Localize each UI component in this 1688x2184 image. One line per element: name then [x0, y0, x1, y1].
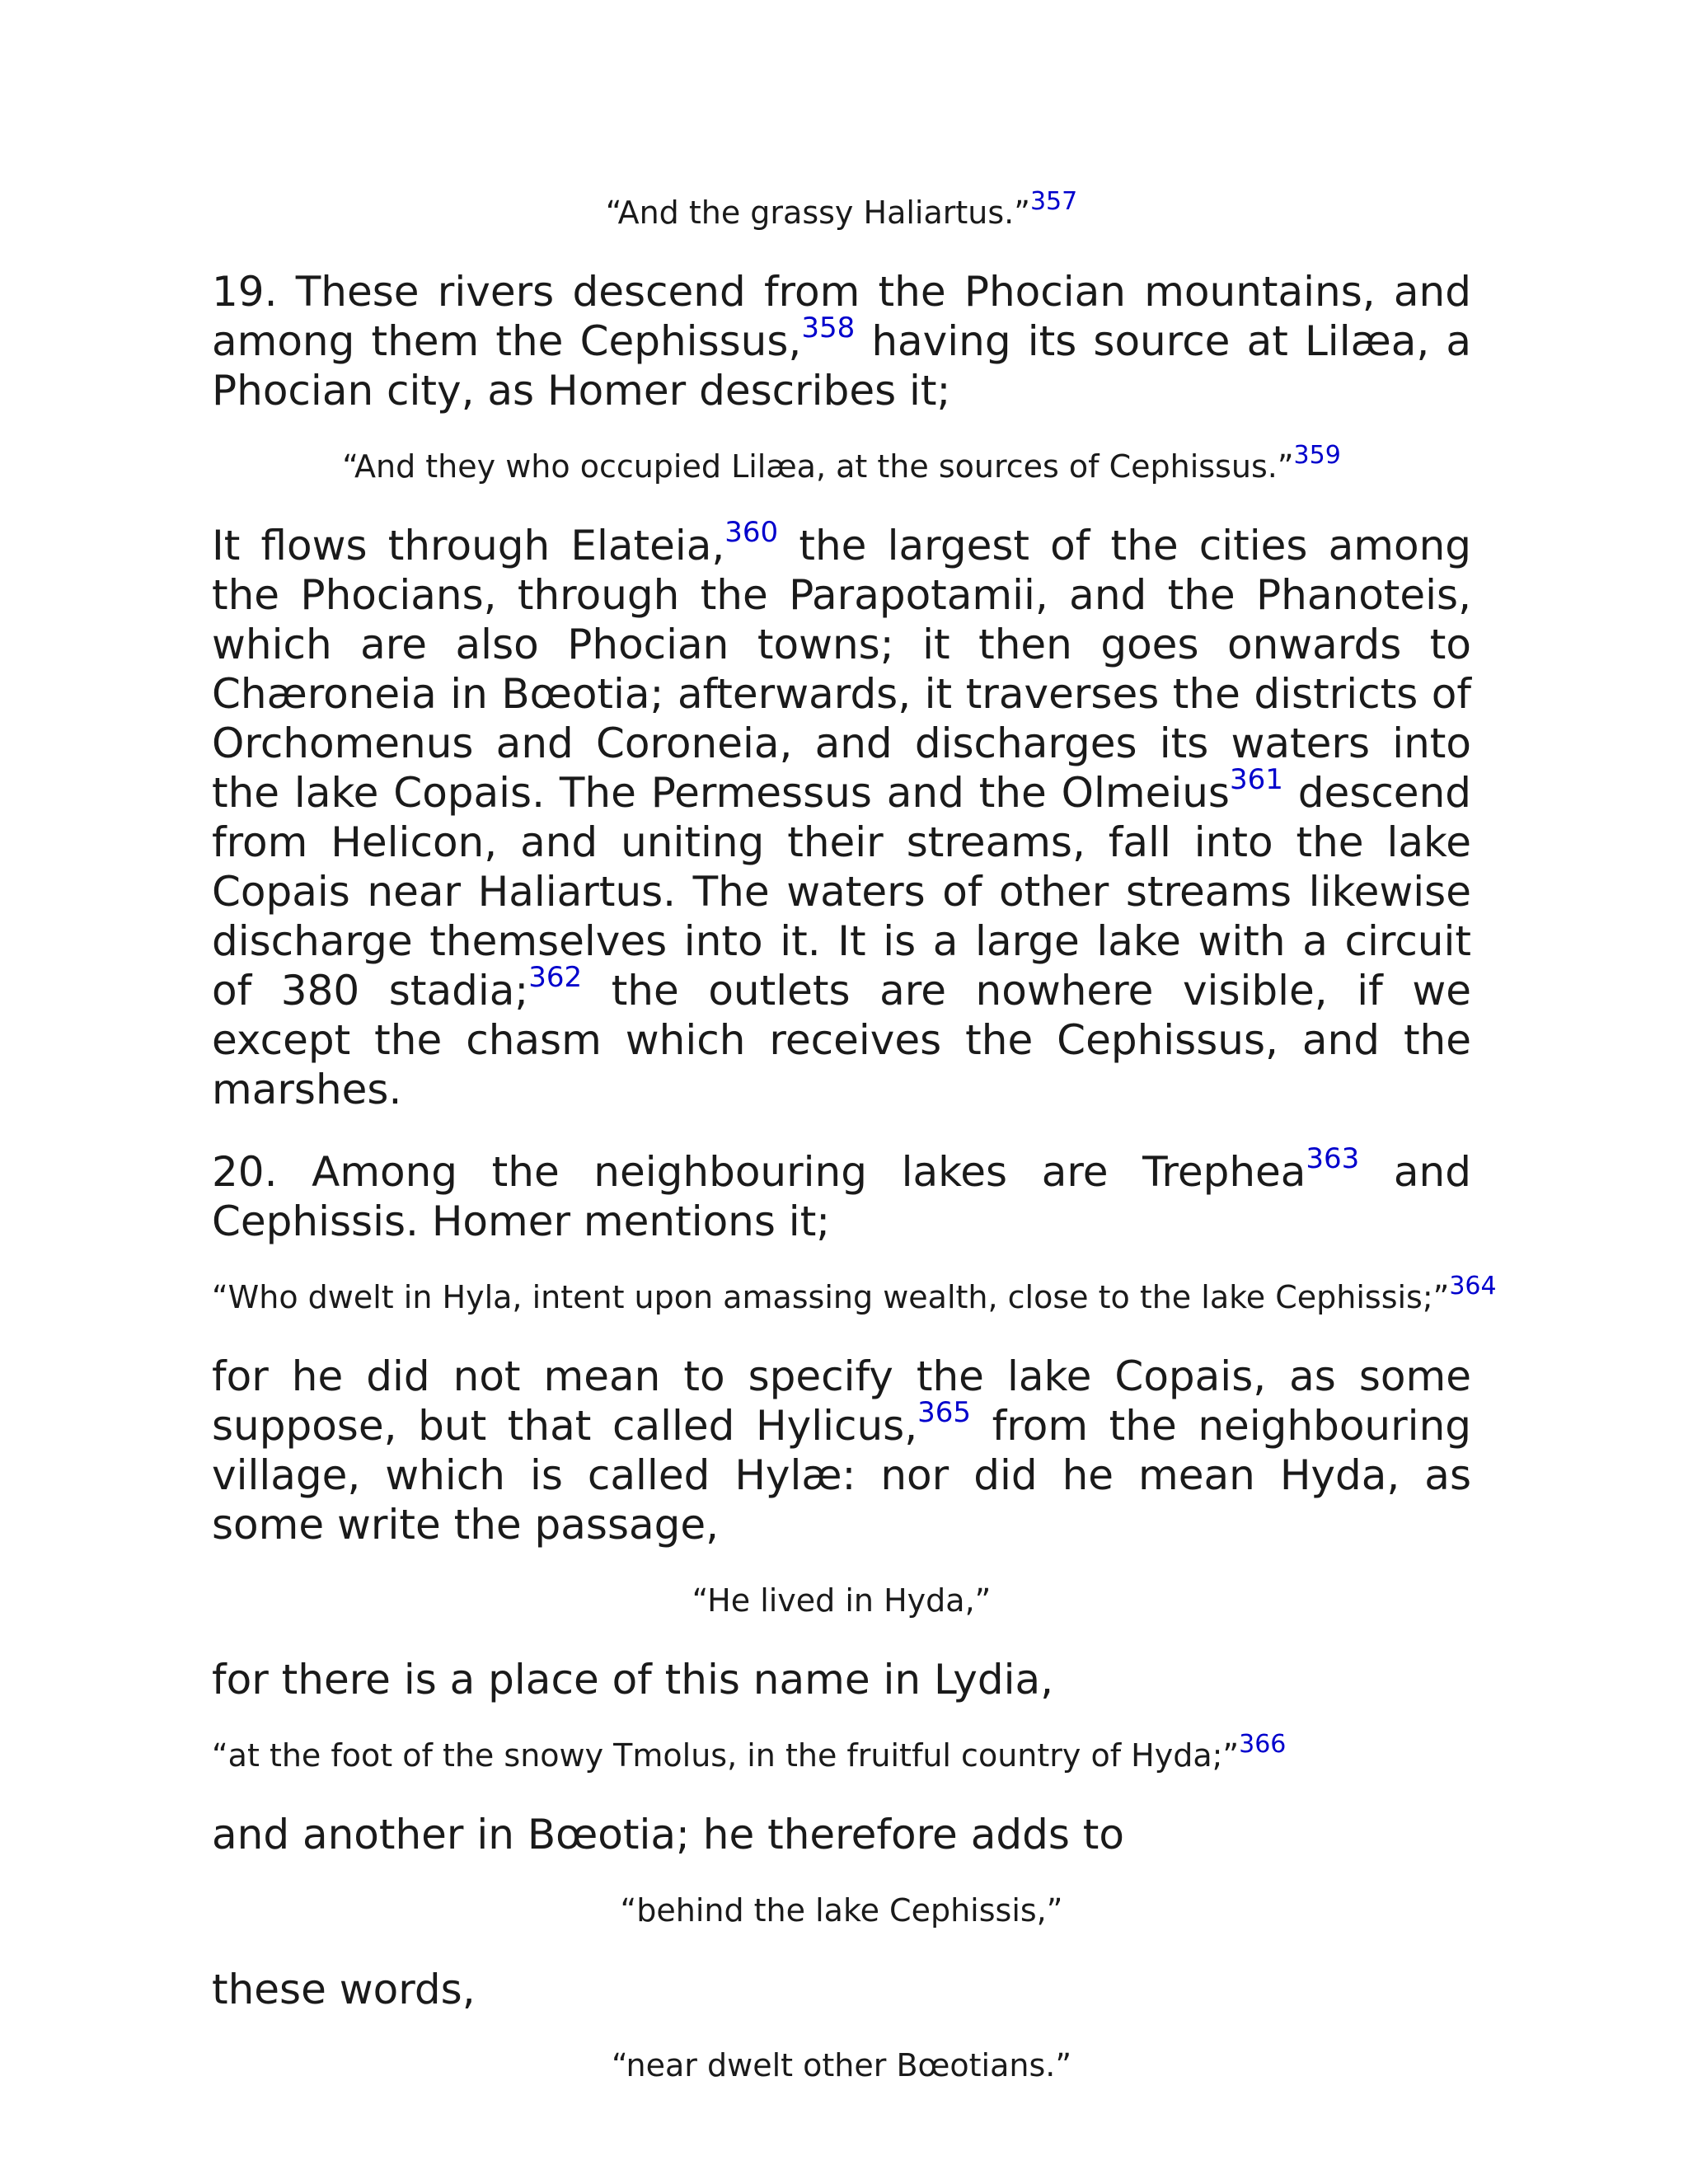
body-paragraph	[212, 1810, 1471, 1859]
paragraph-text: and Cephissis. Homer mentions it;	[212, 1148, 1471, 1245]
paragraph-text: and another in Bœotia; he therefore adds to	[212, 1811, 1124, 1858]
body-paragraph	[212, 267, 1471, 415]
paragraph-text: the largest of the cities among the Phocians, through the Parapotamii, and the Phanoteis, which are also Phocian towns; it then goes onwards to Chæroneia in Bœotia; afterwards, it traverses the districts of Orchomenus and Coroneia, and discharges its waters into the lake Copais. The Permessus and the Olmeius	[212, 522, 1471, 817]
paragraph-text: 20. Among the neighbouring lakes are Trephea	[212, 1148, 1306, 1196]
body-paragraph	[212, 516, 1471, 1114]
block-quote	[212, 1889, 1471, 1932]
footnote-ref-359[interactable]: 359	[1293, 441, 1341, 470]
quote-text: “And they who occupied Lilæa, at the sources of Cephissus.”	[342, 448, 1294, 485]
block-quote	[212, 2044, 1471, 2087]
quote-text: “And the grassy Haliartus.”	[605, 194, 1030, 231]
paragraph-text: these words,	[212, 1966, 476, 2013]
body-paragraph	[212, 1965, 1471, 2014]
footnote-ref-358[interactable]: 358	[801, 312, 856, 344]
block-quote	[212, 1730, 1471, 1777]
paragraph-text: for he did not mean to specify the lake Copais, as some suppose, but that called Hylicus,	[212, 1352, 1471, 1450]
footnote-ref-363[interactable]: 363	[1306, 1142, 1360, 1175]
footnote-ref-364[interactable]: 364	[1449, 1272, 1497, 1301]
document-page	[212, 187, 1497, 2087]
footnote-ref-357[interactable]: 357	[1029, 187, 1078, 216]
body-paragraph	[212, 1352, 1471, 1549]
body-paragraph	[212, 1655, 1471, 1704]
paragraph-text: descend from Helicon, and uniting their streams, fall into the lake Copais near Haliartus. The waters of other streams likewise discharge themselves into it. It is a large lake with a circuit of 380 stadia;	[212, 769, 1471, 1015]
paragraph-text: It flows through Elateia,	[212, 522, 725, 569]
quote-text: “at the foot of the snowy Tmolus, in the fruitful country of Hyda;”	[212, 1737, 1240, 1774]
block-quote	[212, 441, 1471, 488]
footnote-ref-360[interactable]: 360	[724, 516, 779, 549]
quote-text: “near dwelt other Bœotians.”	[611, 2047, 1072, 2083]
paragraph-text: 19. These rivers descend from the Phocian mountains, and among them the Cephissus,	[212, 268, 1471, 365]
paragraph-text: having its source at Lilæa, a Phocian city, as Homer describes it;	[212, 317, 1471, 415]
paragraph-text: from the neighbouring village, which is called Hylæ: nor did he mean Hyda, as some write the passage,	[212, 1402, 1471, 1549]
paragraph-text: for there is a place of this name in Lydia,	[212, 1656, 1053, 1704]
quote-text: “He lived in Hyda,”	[692, 1582, 992, 1619]
block-quote	[212, 187, 1471, 234]
paragraph-text: the outlets are nowhere visible, if we except the chasm which receives the Cephissus, and the marshes.	[212, 967, 1471, 1113]
body-paragraph	[212, 1142, 1471, 1246]
footnote-ref-362[interactable]: 362	[528, 961, 583, 994]
block-quote	[212, 1579, 1471, 1622]
footnote-ref-361[interactable]: 361	[1229, 763, 1283, 796]
block-quote	[212, 1272, 1497, 1319]
footnote-ref-366[interactable]: 366	[1239, 1730, 1287, 1759]
quote-text: “behind the lake Cephissis,”	[620, 1892, 1063, 1929]
quote-text: “Who dwelt in Hyla, intent upon amassing wealth, close to the lake Cephissis;”	[212, 1279, 1450, 1315]
footnote-ref-365[interactable]: 365	[917, 1396, 972, 1429]
